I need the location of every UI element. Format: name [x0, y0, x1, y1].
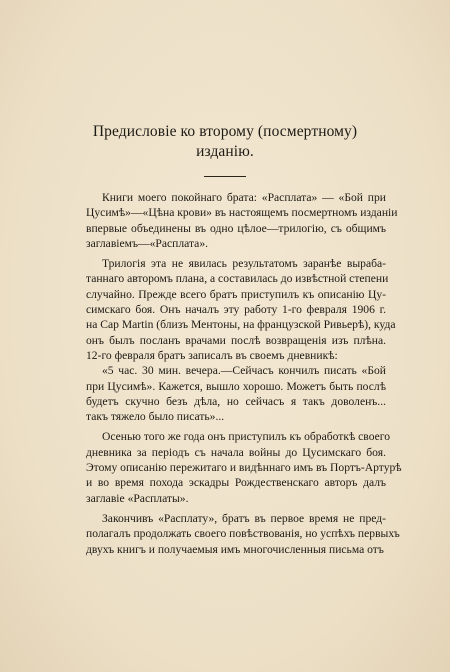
text-line: такъ тяжело было писать»... [86, 410, 225, 424]
text-line: «5 час. 30 мин. вечера.—Сейчасъ кончилъ писать «Бой [102, 364, 386, 378]
text-line: и во время похода эскадры Рождественскаго авторъ далъ [86, 476, 386, 490]
text-line: впервые объединены въ одно цѣлое—трилогію, съ общимъ [86, 221, 386, 235]
text-line: Закончивъ «Расплату», братъ въ первое время не пред- [102, 511, 386, 525]
text-line: двухъ книгъ и получаемыя имъ многочисленныя письма отъ [86, 542, 384, 556]
heading-divider [204, 176, 246, 177]
paragraph [86, 511, 400, 557]
text-line: будетъ скучно безъ дѣла, но сейчасъ я такъ доволенъ... [86, 394, 386, 408]
text-line: Цусимѣ»—«Цѣна крови» въ настоящемъ посмертномъ изданіи [86, 206, 398, 220]
body-text [86, 190, 402, 562]
text-line: полагалъ продолжать своего повѣствованія, но успѣхъ первыхъ [86, 527, 400, 541]
text-line: Осенью того же года онъ приступилъ къ обработкѣ своего [102, 430, 391, 444]
text-line: случайно. Прежде всего братъ приступилъ къ описанію Цу- [86, 287, 386, 301]
text-line: на Cap Martin (близъ Ментоны, на французской Ривьерѣ), куда [86, 318, 396, 332]
paragraph [86, 429, 402, 505]
heading-line-1: Предисловіе ко второму (посмертному) [92, 123, 358, 140]
page-heading [20, 122, 430, 162]
heading-line-2: изданію. [196, 143, 254, 160]
text-line: симскаго боя. Онъ началъ эту работу 1-го февраля 1906 г. [86, 303, 386, 317]
text-line: Этому описанію пережитаго и видѣннаго имъ въ Портъ-Артурѣ [86, 461, 402, 475]
text-line: заглавіе «Расплаты». [86, 491, 189, 505]
paragraph [86, 190, 398, 251]
paragraph [86, 256, 396, 424]
text-line: Книги моего покойнаго брата: «Расплата» — «Бой при [102, 191, 386, 204]
text-line: таннаго авторомъ плана, а составилась до извѣстной степени [86, 272, 389, 286]
text-line: Трилогія эта не явилась результатомъ заранѣе выраба- [102, 257, 386, 271]
text-line: 12-го февраля братъ записалъ въ своемъ дневникѣ: [86, 348, 338, 362]
text-line: дневника за періодъ съ начала войны до Цусимскаго боя. [86, 445, 386, 459]
text-line: заглавіемъ—«Расплата». [86, 236, 209, 250]
text-line: онъ былъ посланъ врачами послѣ возвращенія изъ плѣна. [86, 333, 386, 347]
text-line: при Цусимѣ». Кажется, вышло хорошо. Можетъ быть послѣ [86, 379, 386, 393]
